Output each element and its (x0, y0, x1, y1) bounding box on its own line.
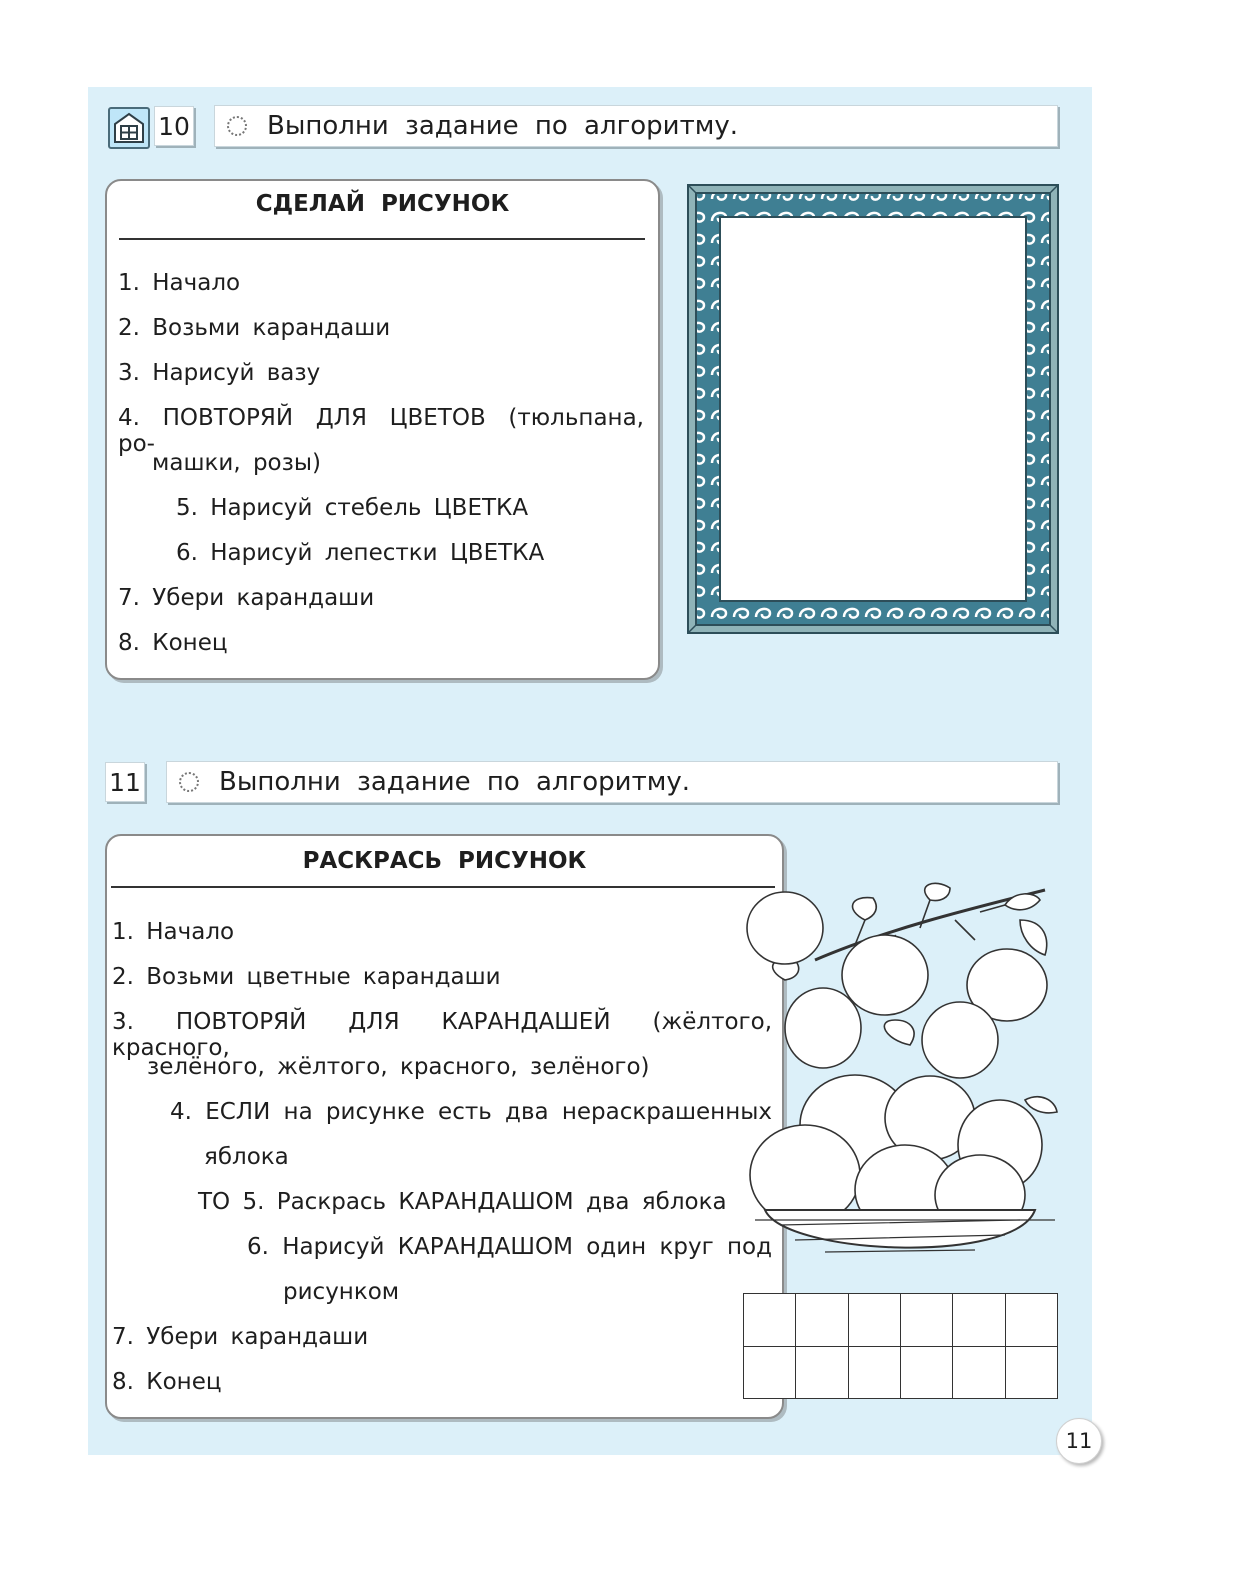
step-10-1: 1. Начало (118, 270, 241, 296)
task-number-11: 11 (105, 762, 145, 802)
step-11-1: 1. Начало (112, 919, 235, 945)
answer-grid[interactable] (743, 1293, 1058, 1399)
step-11-8: 8. Конец (112, 1369, 222, 1395)
grid-cell[interactable] (796, 1294, 848, 1347)
page-number: 11 (1056, 1418, 1102, 1464)
step-11-2: 2. Возьми цветные карандаши (112, 964, 501, 990)
task-11-instruction-bar (166, 761, 1058, 803)
grid-cell[interactable] (900, 1294, 952, 1347)
card-rule (119, 238, 645, 240)
task-number-10: 10 (154, 106, 194, 146)
grid-cell[interactable] (848, 1294, 900, 1347)
card-rule (111, 886, 775, 888)
grid-cell[interactable] (1005, 1294, 1057, 1347)
step-11-4: 4. ЕСЛИ на рисунке есть два нераскрашенных (170, 1099, 772, 1125)
apples-illustration (745, 880, 1060, 1265)
step-10-4: 4. ПОВТОРЯЙ ДЛЯ ЦВЕТОВ (тюльпана, ро- (118, 405, 644, 457)
step-10-4-cont: машки, розы) (152, 450, 321, 476)
step-10-3: 3. Нарисуй вазу (118, 360, 321, 386)
step-10-8: 8. Конец (118, 630, 228, 656)
step-11-3-cont: зелёного, жёлтого, красного, зелёного) (147, 1054, 650, 1080)
task-10-instruction: Выполни задание по алгоритму. (267, 111, 738, 141)
grid-cell[interactable] (796, 1346, 848, 1399)
grid-cell[interactable] (953, 1346, 1005, 1399)
grid-cell[interactable] (744, 1294, 796, 1347)
dotted-circle-icon (227, 116, 247, 136)
step-11-5: ТО 5. Раскрась КАРАНДАШОМ два яблока (198, 1189, 727, 1215)
task-10-instruction-bar (214, 105, 1058, 147)
grid-cell[interactable] (953, 1294, 1005, 1347)
picture-frame (686, 183, 1060, 635)
task-11-instruction: Выполни задание по алгоритму. (219, 767, 690, 797)
step-10-2: 2. Возьми карандаши (118, 315, 391, 341)
card-title-draw: СДЕЛАЙ РИСУНОК (255, 191, 510, 217)
step-11-4-cont: яблока (204, 1144, 289, 1170)
step-11-3: 3. ПОВТОРЯЙ ДЛЯ КАРАНДАШЕЙ (жёлтого, красного, (112, 1009, 772, 1061)
grid-cell[interactable] (900, 1346, 952, 1399)
step-10-7: 7. Убери карандаши (118, 585, 375, 611)
step-11-6-cont: рисунком (283, 1279, 400, 1305)
step-10-5: 5. Нарисуй стебель ЦВЕТКА (176, 495, 529, 521)
step-11-7: 7. Убери карандаши (112, 1324, 369, 1350)
grid-cell[interactable] (848, 1346, 900, 1399)
card-title-color: РАСКРАСЬ РИСУНОК (302, 848, 587, 874)
grid-cell[interactable] (1005, 1346, 1057, 1399)
dotted-circle-icon (179, 772, 199, 792)
step-10-6: 6. Нарисуй лепестки ЦВЕТКА (176, 540, 545, 566)
step-11-6: 6. Нарисуй КАРАНДАШОМ один круг под (247, 1234, 772, 1260)
grid-cell[interactable] (744, 1346, 796, 1399)
home-task-icon (108, 107, 150, 149)
